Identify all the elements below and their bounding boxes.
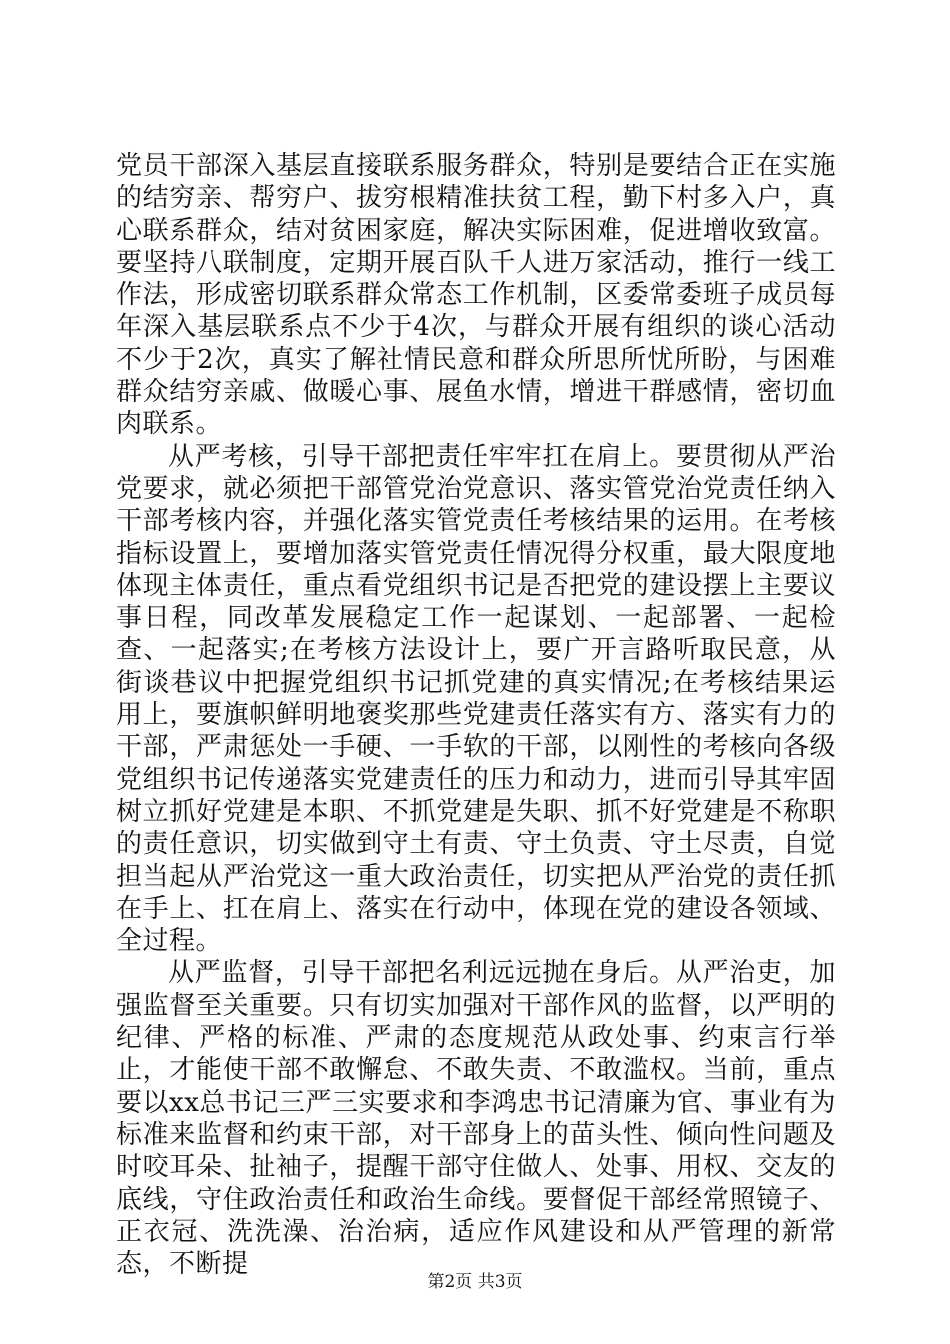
document-body [116,150,836,1280]
paragraph-2: 从严考核，引导干部把责任牢牢扛在肩上。要贯彻从严治党要求，就必须把干部管党治党意识、落实管党治党责任纳入干部考核内容，并强化落实管党责任考核结果的运用。在考核指标设置上，要增加落实管党责任情况得分权重，最大限度地体现主体责任，重点看党组织书记是否把党的建设摆上主要议事日程，同改革发展稳定工作一起谋划、一起部署、一起检查、一起落实;在考核方法设计上，要广开言路听取民意，从街谈巷议中把握党组织书记抓党建的真实情况;在考核结果运用上，要旗帜鲜明地褒奖那些党建责任落实有方、落实有力的干部，严肃惩处一手硬、一手软的干部，以刚性的考核向各级党组织书记传递落实党建责任的压力和动力，进而引导其牢固树立抓好党建是本职、不抓党建是失职、抓不好党建是不称职的责任意识，切实做到守土有责、守土负责、守土尽责，自觉担当起从严治党这一重大政治责任，切实把从严治党的责任抓在手上、扛在肩上、落实在行动中，体现在党的建设各领域、全过程。 [116,441,836,957]
paragraph-1: 党员干部深入基层直接联系服务群众，特别是要结合正在实施的结穷亲、帮穷户、拔穷根精准扶贫工程，勤下村多入户，真心联系群众，结对贫困家庭，解决实际困难，促进增收致富。要坚持八联制度，定期开展百队千人进万家活动，推行一线工作法，形成密切联系群众常态工作机制，区委常委班子成员每年深入基层联系点不少于4次，与群众开展有组织的谈心活动不少于2次，真实了解社情民意和群众所思所忧所盼，与困难群众结穷亲戚、做暖心事、展鱼水情，增进干群感情，密切血肉联系。 [116,151,836,440]
page-footer: 第2页 共3页 [427,1272,523,1292]
paragraph-3: 从严监督，引导干部把名利远远抛在身后。从严治吏，加强监督至关重要。只有切实加强对干部作风的监督，以严明的纪律、严格的标准、严肃的态度规范从政处事、约束言行举止，才能使干部不敢懈怠、不敢失责、不敢滥权。当前，重点要以xx总书记三严三实要求和李鸿忠书记清廉为官、事业有为标准来监督和约束干部，对干部身上的苗头性、倾向性问题及时咬耳朵、扯袖子，提醒干部守住做人、处事、用权、交友的底线，守住政治责任和政治生命线。要督促干部经常照镜子、正衣冠、洗洗澡、治治病，适应作风建设和从严管理的新常态，不断提 [116,958,836,1280]
